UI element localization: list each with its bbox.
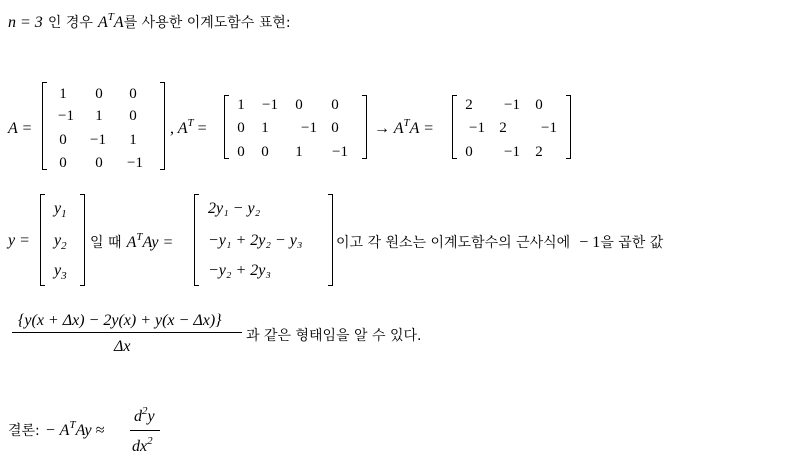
matrix-at-cell: 0 xyxy=(261,144,269,160)
conclusion-fraction-bar xyxy=(130,430,160,431)
intro-line xyxy=(8,12,291,32)
matrix-a-cell: 1 xyxy=(59,86,67,102)
matrix-at-cell: 0 xyxy=(237,144,245,160)
result-entry: −y₂ + 2y₃ xyxy=(208,262,271,279)
ata-tail: A xyxy=(113,14,124,31)
matrix-ata-cell: 0 xyxy=(535,97,543,113)
vector-y-entry: $y_1$ xyxy=(54,200,67,220)
matrix-a-cell: 1 xyxy=(95,108,103,124)
matrix-ata-right-bracket xyxy=(566,95,571,159)
aty-expression: 일 때 $A^TAy$ = xyxy=(90,231,174,251)
matrix-at-cell: 1 xyxy=(261,120,269,136)
result-entry: 2y₁ − y₂ xyxy=(208,200,261,217)
matrix-a-cell: −1 xyxy=(90,132,106,148)
intro-text-a: 인 경우 xyxy=(47,15,93,31)
fraction-text: 과 같은 형태임을 알 수 있다. xyxy=(246,328,422,344)
when-text: 일 때 xyxy=(90,235,122,251)
matrix-at-cell: 0 xyxy=(295,97,303,113)
matrix-ata-cell: 0 xyxy=(465,144,473,160)
element-description: 이고 각 원소는 이계도함수의 근사식에 − 1을 곱한 값 xyxy=(336,234,664,251)
fraction-bar xyxy=(12,332,242,333)
matrix-a-cell: 0 xyxy=(95,86,103,102)
matrix-ata-left-bracket xyxy=(452,95,457,159)
matrix-at-lhs: , $A^T$ = xyxy=(170,117,207,137)
matrix-a-cell: 0 xyxy=(129,108,137,124)
matrix-at-cell: 0 xyxy=(331,120,339,136)
matrix-at-cell: 0 xyxy=(237,120,245,136)
vector-y-lhs: y = xyxy=(8,232,30,249)
result-entry: −y₁ + 2y₂ − y₃ xyxy=(208,232,303,249)
vector-y-entry: $y_3$ xyxy=(54,262,67,282)
matrix-a-cell: 0 xyxy=(129,86,137,102)
matrix-ata-lhs: → $A^TA$ = xyxy=(374,117,434,137)
matrix-ata-cell: 2 xyxy=(499,120,507,136)
matrix-a-left-bracket xyxy=(42,82,47,170)
matrix-ata-cell: 2 xyxy=(465,97,473,113)
matrix-a-cell: 0 xyxy=(95,155,103,171)
conclusion-line: 결론: − $A^TAy$ ≈ xyxy=(8,419,105,439)
fraction-numerator: {y(x + Δx) − 2y(x) + y(x − Δx)} xyxy=(18,312,222,329)
intro-text-b: 를 사용한 이계도함수 표현: xyxy=(123,15,291,31)
matrix-ata-cell: 2 xyxy=(535,144,543,160)
vector-y-right-bracket xyxy=(80,194,85,286)
matrix-a-cell: 0 xyxy=(59,132,67,148)
matrix-at-cell: 1 xyxy=(295,144,303,160)
matrix-at-left-bracket xyxy=(224,95,229,159)
conclusion-numerator: $d^2y$ xyxy=(134,405,155,425)
matrix-a-cell: −1 xyxy=(58,108,74,124)
matrix-a-cell: −1 xyxy=(127,155,143,171)
matrix-at-cell: 0 xyxy=(331,97,339,113)
matrix-a-cell: 1 xyxy=(129,132,137,148)
n-equals: n = 3 xyxy=(8,14,43,31)
matrix-at-cell: −1 xyxy=(262,97,278,113)
result-right-bracket xyxy=(328,194,333,286)
vector-y-entry: $y_2$ xyxy=(54,232,67,252)
result-left-bracket xyxy=(194,194,199,286)
fraction-denominator: Δx xyxy=(114,338,131,355)
conclusion-denominator: $dx^2$ xyxy=(132,435,153,455)
matrix-at-cell: −1 xyxy=(301,120,317,136)
matrix-at-right-bracket xyxy=(362,95,367,159)
ata-sup: T xyxy=(107,11,114,23)
conclusion-label: 결론: xyxy=(8,423,40,439)
matrix-ata-cell: −1 xyxy=(504,144,520,160)
matrix-at-cell: 1 xyxy=(237,97,245,113)
ata-a: A xyxy=(98,14,108,31)
vector-y-left-bracket xyxy=(40,194,45,286)
matrix-ata-cell: −1 xyxy=(469,120,485,136)
matrix-ata-cell: −1 xyxy=(504,97,520,113)
matrix-a-cell: 0 xyxy=(59,155,67,171)
matrix-a-lhs: A = xyxy=(8,120,33,137)
matrix-a-right-bracket xyxy=(160,82,165,170)
matrix-ata-cell: −1 xyxy=(541,120,557,136)
matrix-at-cell: −1 xyxy=(332,144,348,160)
